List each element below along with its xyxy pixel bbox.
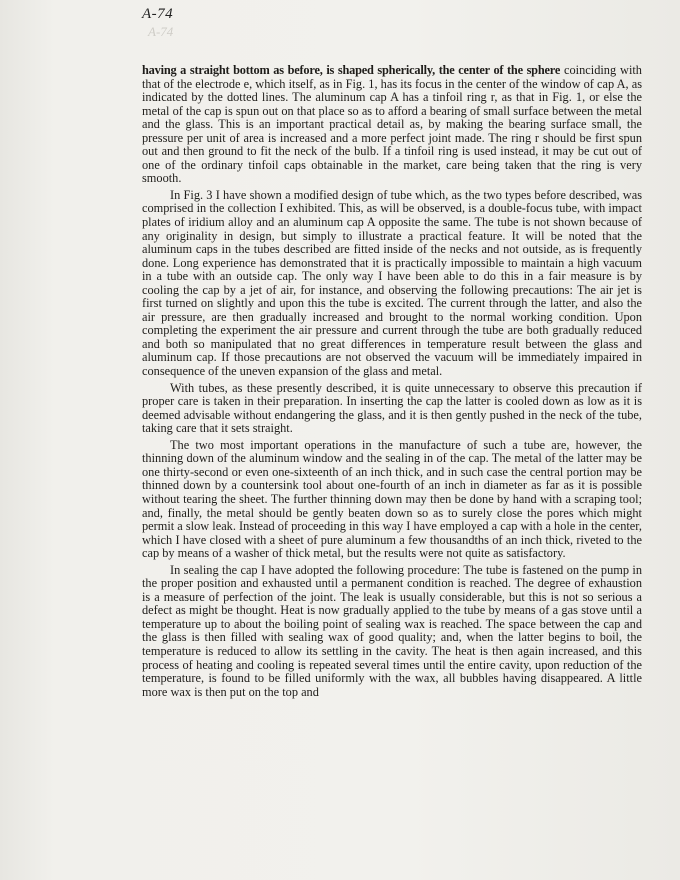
paragraph: With tubes, as these presently described, it is quite unnecessary to observe this precaution if proper care is taken in their preparation. In inserting the cap the latter is cooled down as low as it is deemed advisable without endangering the glass, and it is then gently pushed in the neck of the tube, taking care that it sets straight. (142, 380, 642, 436)
paragraph: In Fig. 3 I have shown a modified design of tube which, as the two types before described, was comprised in the collection I exhibited. This, as will be observed, is a double-focus tube, with impact plates of iridium alloy and an aluminum cap A opposite the same. The tube is not shown because of any originality in design, but simply to illustrate a practical feature. It will be noted that the aluminum caps in the tubes described are fitted inside of the necks and not outside, as is frequently done. Long experience has demonstrated that it is practically impossible to maintain a high vacuum in a tube with an outside cap. The only way I have been able to do this in a fair measure is by cooling the cap by a jet of air, for instance, and observing the following precautions: The air jet is first turned on slightly and upon this the tube is excited. The current through the latter, and also the air pressure, are then gradually increased and brought to the normal working condition. Upon completing the experiment the air pressure and current through the tube are both gradually reduced and both so manipulated that no great differences in temperature result between the glass and aluminum cap. If those precautions are not observed the vacuum will be immediately impaired in consequence of the uneven expansion of the glass and metal. (142, 187, 642, 379)
paragraph: In sealing the cap I have adopted the following procedure: The tube is fastened on the pump in the proper position and exhausted until a permanent condition is reached. The degree of exhaustion is a measure of perfection of the joint. The leak is usually considerable, but this is not so serious a defect as might be thought. Heat is now gradually applied to the tube by means of a gas stove until a temperature up to about the boiling point of sealing wax is reached. The space between the cap and the glass is then filled with sealing wax of good quality; and, when the latter begins to boil, the temperature is reduced to allow its settling in the cavity. The heat is then again increased, and this process of heating and cooling is repeated several times until the entire cavity, upon reduction of the temperature, is found to be filled uniformly with the wax, all bubbles having disappeared. A little more wax is then put on the top and (142, 562, 642, 699)
body-text (142, 64, 642, 702)
paragraph-text: coinciding with that of the electrode e, which itself, as in Fig. 1, has its focus in the center of the window of cap A, as indicated by the dotted lines. The aluminum cap A has a tinfoil ring r, as that in Fig. 1, or else the metal of the cap is spun out on that place so as to afford a bearing of small surface between the metal and the glass. This is an important practical detail as, by making the bearing surface small, the pressure per unit of area is increased and a more perfect joint made. The ring r should be first spun out and then ground to fit the neck of the bulb. If a tinfoil ring is used instead, it may be cut out of one of the ordinary tinfoil caps obtainable in the market, care being taken that the ring is very smooth. (142, 63, 642, 186)
page-number-bleed-through: A-74 (148, 24, 174, 39)
paragraph-first-line: having a straight bottom as before, is shaped spherically, the center of the sphere (142, 63, 561, 77)
page-number: A-74 (142, 6, 174, 22)
paragraph-continued (142, 64, 642, 186)
paragraph: The two most important operations in the manufacture of such a tube are, however, the thinning down of the aluminum window and the sealing in of the cap. The metal of the latter may be one thirty-second or even one-sixteenth of an inch thick, and in such case the central portion may be thinned down by a countersink tool about one-fourth of an inch in diameter as far as it is possible without tearing the sheet. The further thinning down may then be done by hand with a scraping tool; and, finally, the metal should be gently beaten down so as to surely close the pores which might permit a slow leak. Instead of proceeding in this way I have employed a cap with a hole in the center, which I have closed with a sheet of pure aluminum a few thousandths of an inch thick, riveted to the cap by means of a washer of thick metal, but the results were not quite as satisfactory. (142, 437, 642, 561)
